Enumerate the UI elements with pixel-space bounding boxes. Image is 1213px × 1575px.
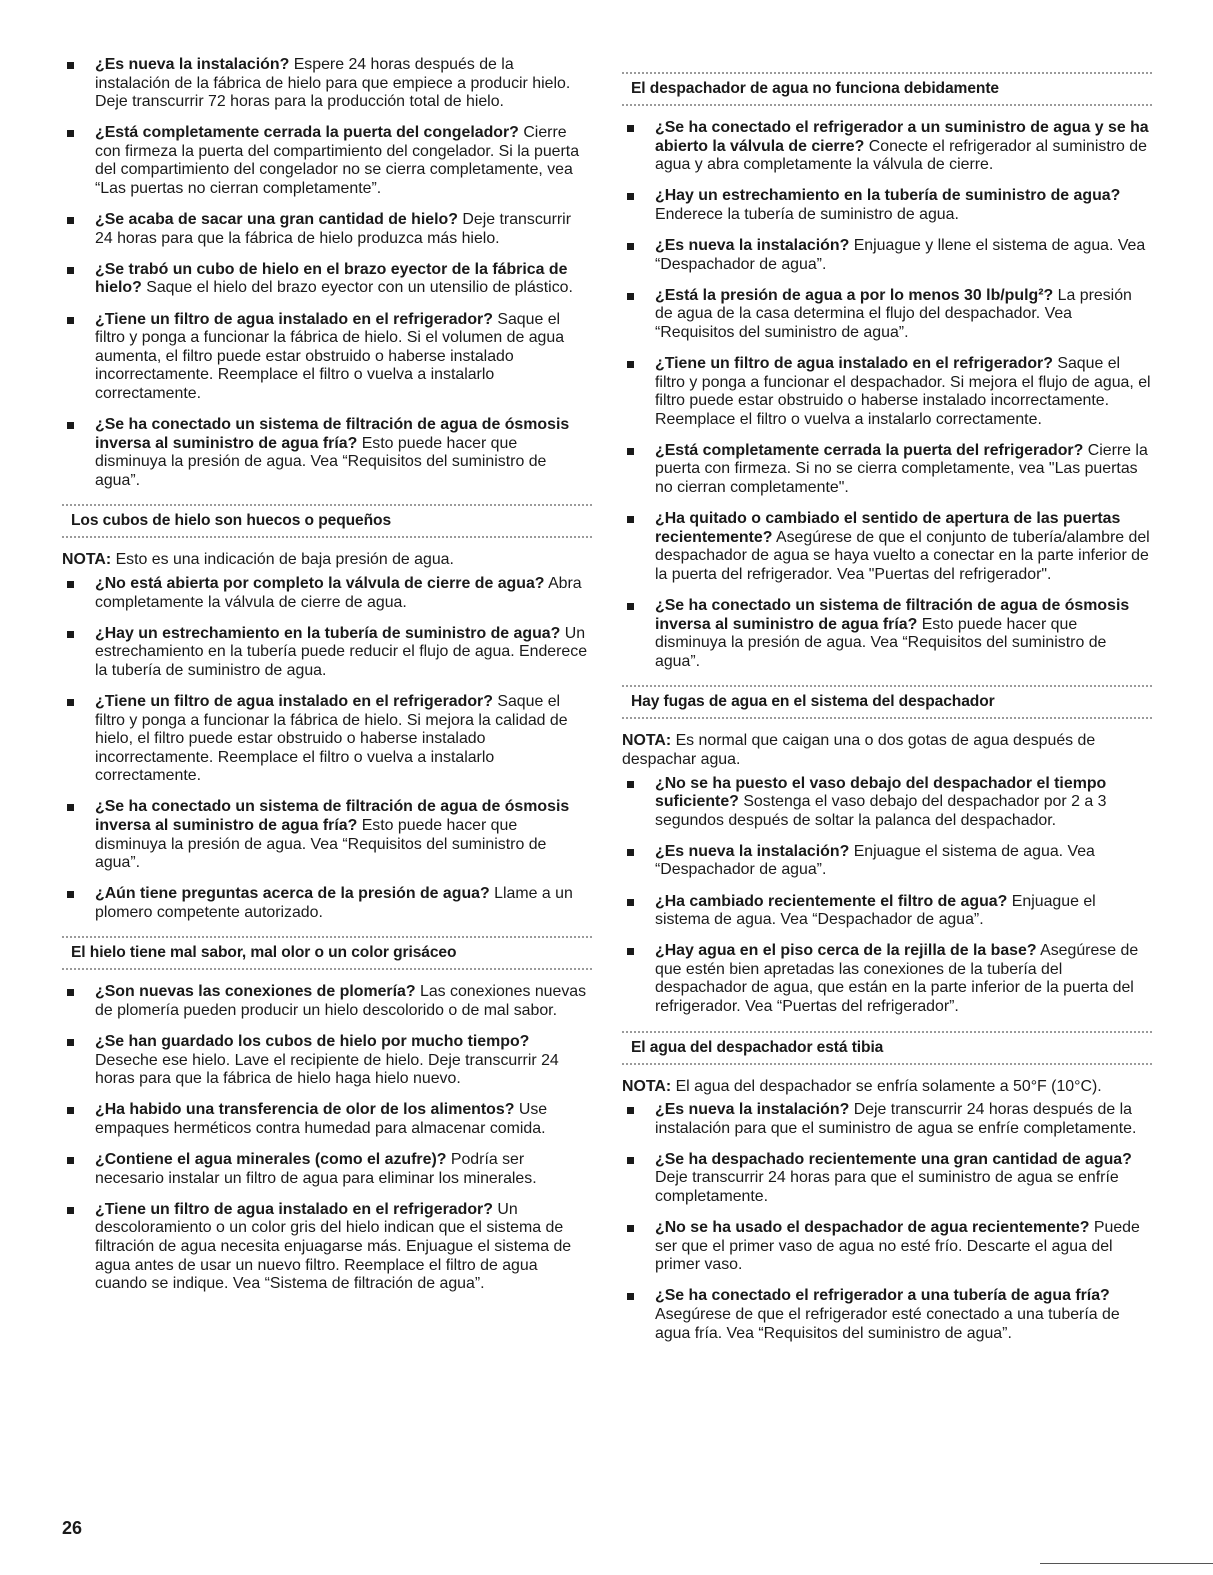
list-item [62,1033,592,1089]
list-item [62,311,592,404]
answer-text: Asegúrese de que el conjunto de tubería/alambre del despachador de agua se haya vuelto a conectar en la parte inferior de la puerta del refrigerador. Vea "Puertas del refrigerador". [655,528,1150,583]
answer-text: Asegúrese de que estén bien apretadas las conexiones de la tubería del despachador de agua, que están en la parte inferior de la puerta del refrigerador. Vea “Puertas del refrigerador”. [655,942,1139,1015]
square-bullet-icon [67,581,74,588]
list-item [62,1101,592,1138]
list-item [622,287,1152,343]
list-item [62,798,592,872]
list-item [622,775,1152,831]
answer-text: Asegúrese de que el refrigerador esté conectado a una tubería de agua fría. Vea “Requisitos del suministro de agua”. [655,1306,1120,1342]
section-header-warm-water [622,1031,1152,1065]
question-text: ¿No se ha puesto el vaso debajo del despachador el tiempo suficiente? [655,774,1107,811]
item-list [62,575,592,923]
square-bullet-icon [627,603,634,610]
square-bullet-icon [627,1107,634,1114]
section-header-dispenser [622,72,1152,106]
question-text: ¿Se ha conectado un sistema de filtración de agua de ósmosis inversa al suministro de agua fría? [655,596,1130,633]
list-item [622,1219,1152,1275]
note-text: El agua del despachador se enfría solamente a 50°F (10°C). [675,1077,1102,1095]
question-text: ¿Hay agua en el piso cerca de la rejilla de la base? [655,942,1037,960]
square-bullet-icon [627,243,634,250]
question-text: ¿Ha habido una transferencia de olor de los alimentos? [95,1101,515,1119]
list-item [62,625,592,681]
answer-text: Enjuague el sistema de agua. Vea “Despachador de agua”. [655,842,1095,879]
section-header-bad-taste [62,936,592,970]
square-bullet-icon [67,1207,74,1214]
item-list [62,983,592,1293]
question-text: ¿Está completamente cerrada la puerta del congelador? [95,124,519,142]
square-bullet-icon [67,699,74,706]
question-text: ¿Tiene un filtro de agua instalado en el refrigerador? [655,354,1053,372]
question-text: ¿Se acaba de sacar una gran cantidad de hielo? [95,211,458,229]
square-bullet-icon [627,1225,634,1232]
question-text: ¿Se han guardado los cubos de hielo por mucho tiempo? [95,1033,530,1051]
question-text: ¿Se ha conectado el refrigerador a una tubería de agua fría? [655,1287,1110,1305]
list-item [622,893,1152,930]
question-text: ¿Contiene el agua minerales (como el azufre)? [95,1151,447,1169]
question-text: ¿Ha cambiado recientemente el filtro de agua? [655,892,1008,910]
square-bullet-icon [67,62,74,69]
dotted-rule [622,104,1152,106]
square-bullet-icon [67,1157,74,1164]
list-item [622,187,1152,224]
answer-text: Use empaques herméticos contra humedad para almacenar comida. [95,1101,548,1138]
list-item [62,885,592,922]
question-text: ¿Se ha despachado recientemente una gran cantidad de agua? [655,1150,1132,1168]
question-text: ¿Hay un estrechamiento en la tubería de suministro de agua? [95,624,561,642]
square-bullet-icon [67,989,74,996]
list-item [62,124,592,198]
question-text: ¿Tiene un filtro de agua instalado en el refrigerador? [95,310,493,328]
note-text: Es normal que caigan una o dos gotas de agua después de despachar agua. [622,732,1096,768]
section-title: El despachador de agua no funciona debidamente [631,80,999,97]
note-label: NOTA: [622,732,672,750]
answer-text: Saque el hielo del brazo eyector con un utensilio de plástico. [146,279,573,297]
list-item [62,983,592,1020]
question-text: ¿Está completamente cerrada la puerta del refrigerador? [655,441,1084,459]
answer-text: Un estrechamiento en la tubería puede reducir el flujo de agua. Enderece la tubería de suministro de agua. [95,624,588,679]
list-item [622,119,1152,175]
square-bullet-icon [627,193,634,200]
square-bullet-icon [627,781,634,788]
answer-text: Llame a un plomero competente autorizado. [95,885,573,921]
answer-text: Saque el filtro y ponga a funcionar la fábrica de hielo. Si el volumen de agua aumenta, el filtro puede estar obstruido o haberse instalado incorrectamente. Reemplace el filtro o vuelva a instalarlo correctamente. [95,310,565,402]
answer-text: Podría ser necesario instalar un filtro de agua para eliminar los minerales. [95,1151,537,1187]
question-text: ¿Es nueva la instalación? [655,842,850,860]
question-text: ¿Aún tiene preguntas acerca de la presión de agua? [95,885,490,903]
square-bullet-icon [627,448,634,455]
list-item [622,510,1152,584]
list-item [622,1151,1152,1207]
square-bullet-icon [627,899,634,906]
list-item [622,942,1152,1016]
section-title: Hay fugas de agua en el sistema del despachador [631,693,995,711]
question-text: ¿No está abierta por completo la válvula de cierre de agua? [95,574,545,592]
list-item [62,693,592,786]
answer-text: Conecte el refrigerador al suministro de agua y abra completamente la válvula de cierre. [655,137,1147,174]
section-title: El hielo tiene mal sabor, mal olor o un color grisáceo [71,944,457,962]
answer-text: Deje transcurrir 24 horas para que la fábrica de hielo produzca más hielo. [95,211,572,247]
square-bullet-icon [627,516,634,523]
list-item [622,442,1152,498]
note-label: NOTA: [62,551,112,569]
question-text: ¿Se trabó un cubo de hielo en el brazo eyector de la fábrica de hielo? [95,260,568,297]
question-text: ¿Es nueva la instalación? [655,236,850,254]
item-list [622,775,1152,1017]
note [622,1078,1152,1097]
section-header-hollow-cubes [62,504,592,538]
question-text: ¿Tiene un filtro de agua instalado en el refrigerador? [95,1200,493,1218]
dotted-rule [622,1063,1152,1065]
answer-text: Saque el filtro y ponga a funcionar el despachador. Si mejora el flujo de agua, el filtro puede estar obstruido o haberse instalado incorrectamente. Reemplace el filtro o vuelva a instalarlo correctamente. [655,354,1151,428]
answer-text: Sostenga el vaso debajo del despachador por 2 a 3 segundos después de soltar la palanca del despachador. [655,793,1107,829]
list-item [622,597,1152,671]
note-text: Esto es una indicación de baja presión de agua. [115,551,454,569]
square-bullet-icon [67,631,74,638]
list-item [62,261,592,298]
answer-text: Las conexiones nuevas de plomería pueden producir un hielo descolorido o de mal sabor. [95,983,587,1020]
square-bullet-icon [67,317,74,324]
answer-text: Deje transcurrir 24 horas después de la instalación para que el suministro de agua se enfríe completamente. [655,1101,1137,1137]
question-text: ¿No se ha usado el despachador de agua recientemente? [655,1219,1090,1237]
dotted-rule [62,968,592,970]
square-bullet-icon [627,948,634,955]
answer-text: Enderece la tubería de suministro de agua. [655,205,959,223]
square-bullet-icon [67,804,74,811]
section-title: Los cubos de hielo son huecos o pequeños [71,512,392,530]
answer-text: Saque el filtro y ponga a funcionar la fábrica de hielo. Si mejora la calidad de hielo, el filtro puede estar obstruido o haberse instalado incorrectamente. Reemplace el filtro o vuelva a instalarlo correctamente. [95,692,568,785]
dotted-rule [62,536,592,538]
answer-text: Esto puede hacer que disminuya la presión de agua. Vea “Requisitos del suministro de agua”. [95,817,547,872]
question-text: ¿Tiene un filtro de agua instalado en el refrigerador? [95,692,493,710]
list-item [622,237,1152,274]
page-number: 26 [62,1518,83,1538]
answer-text: Espere 24 horas después de la instalación de la fábrica de hielo para que empiece a producir hielo. Deje transcurrir 72 horas para la producción total de hielo. [95,56,571,111]
question-text: ¿Hay un estrechamiento en la tubería de suministro de agua? [655,187,1121,205]
question-text: ¿Se ha conectado un sistema de filtración de agua de ósmosis inversa al suministro de agua fría? [95,416,570,452]
footer-rule [1040,1563,1213,1564]
square-bullet-icon [67,267,74,274]
answer-text: Un descoloramiento o un color gris del hielo indican que el sistema de filtración de agua necesita enjuagarse más. Enjuague el sistema de agua antes de usar un nuevo filtro. Reemplace el filtro de agua cuando se indique. Vea “Sistema de filtración de agua”. [95,1200,572,1293]
answer-text: Puede ser que el primer vaso de agua no esté frío. Descarte el agua del primer vaso. [655,1219,1140,1274]
list-item [62,1201,592,1294]
dotted-rule [622,717,1152,719]
square-bullet-icon [627,849,634,856]
list-item [622,355,1152,429]
answer-text: Cierre con firmeza la puerta del compartimiento del congelador. Si la puerta del compartimiento del congelador no se cierra completamente, vea “Las puertas no cierran completamente”. [95,124,580,198]
note-label: NOTA: [622,1077,672,1095]
answer-text: La presión de agua de la casa determina el flujo del despachador. Vea “Requisitos del suministro de agua”. [655,286,1132,341]
square-bullet-icon [67,217,74,224]
list-item [622,1101,1152,1138]
question-text: ¿Se ha conectado un sistema de filtración de agua de ósmosis inversa al suministro de agua fría? [95,798,570,834]
square-bullet-icon [67,1107,74,1114]
item-list [622,1101,1152,1343]
answer-text: Deseche ese hielo. Lave el recipiente de hielo. Deje transcurrir 24 horas para que la fábrica de hielo haga hielo nuevo. [95,1051,559,1088]
answer-text: Abra completamente la válvula de cierre de agua. [95,574,582,611]
square-bullet-icon [627,1293,634,1300]
square-bullet-icon [67,1039,74,1046]
item-list [622,119,1152,671]
list-item [62,1151,592,1188]
square-bullet-icon [627,1157,634,1164]
question-text: ¿Son nuevas las conexiones de plomería? [95,983,416,1001]
square-bullet-icon [627,125,634,132]
list-item [62,416,592,490]
answer-text: Enjuague y llene el sistema de agua. Vea “Despachador de agua”. [655,236,1146,273]
list-item [62,211,592,248]
question-text: ¿Se ha conectado el refrigerador a un suministro de agua y se ha abierto la válvula de cierre? [655,119,1149,155]
answer-text: Deje transcurrir 24 horas para que el suministro de agua se enfríe completamente. [655,1169,1119,1206]
answer-text: Enjuague el sistema de agua. Vea “Despachador de agua”. [655,892,1096,929]
left-column [62,56,592,1306]
question-text: ¿Ha quitado o cambiado el sentido de apertura de las puertas recientemente? [655,510,1121,546]
answer-text: Esto puede hacer que disminuya la presión de agua. Vea “Requisitos del suministro de agua”. [655,615,1107,670]
list-item [622,1287,1152,1343]
question-text: ¿Está la presión de agua a por lo menos 30 lb/pulg²? [655,286,1054,304]
square-bullet-icon [67,422,74,429]
item-list [62,56,592,490]
note [62,551,592,570]
list-item [62,56,592,112]
list-item [62,575,592,612]
section-title: El agua del despachador está tibia [631,1038,884,1056]
square-bullet-icon [627,293,634,300]
note [622,732,1152,769]
answer-text: Cierre la puerta con firmeza. Si no se cierra completamente, vea "Las puertas no cierran completamente". [655,441,1148,496]
square-bullet-icon [627,361,634,368]
question-text: ¿Es nueva la instalación? [95,56,290,73]
question-text: ¿Es nueva la instalación? [655,1101,850,1119]
square-bullet-icon [67,891,74,898]
answer-text: Esto puede hacer que disminuya la presión de agua. Vea “Requisitos del suministro de agua”. [95,434,547,489]
right-column [622,56,1152,1356]
list-item [622,843,1152,880]
square-bullet-icon [67,130,74,137]
section-header-leaks [622,685,1152,719]
